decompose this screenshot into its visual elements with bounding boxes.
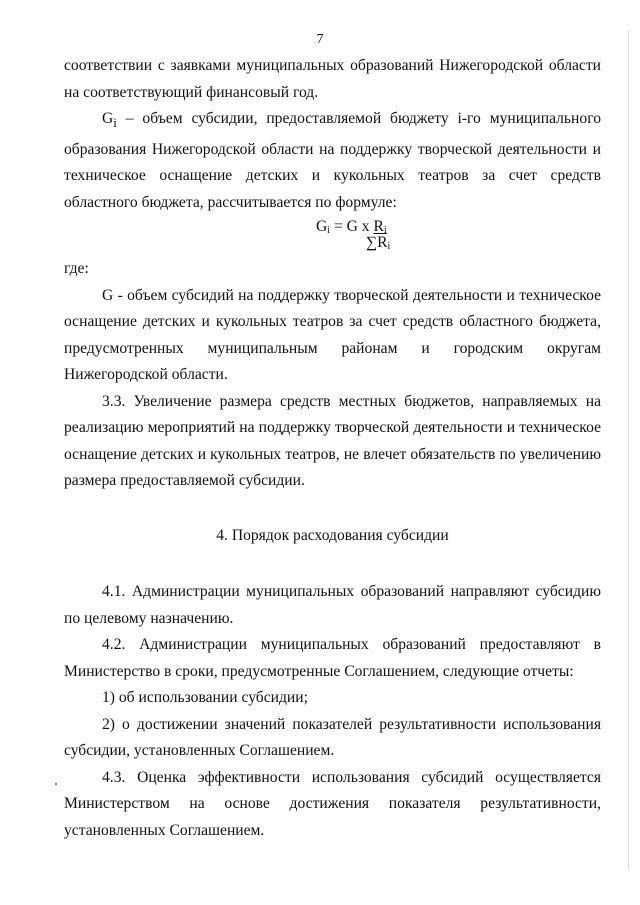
formula-lhs: G xyxy=(316,218,328,236)
paragraph: 4.2. Администрации муниципальных образований предоставляют в Министерство в сроки, предусмотренные Соглашением, следующие отчеты: xyxy=(64,636,601,680)
subscript: i xyxy=(113,115,117,131)
formula-numerator-sub: i xyxy=(383,225,387,237)
paragraph: G - объем субсидий на поддержку творческой деятельности и техническое оснащение детских и кукольных театров за счет средств областного бюджета, предусмотренных муниципальным районам и городским округам Нижегородской области. xyxy=(64,286,601,384)
paragraph: 3.3. Увеличение размера средств местных бюджетов, направляемых на реализацию мероприятий на поддержку творческой деятельности и техническое оснащение детских и кукольных театров, не влечет обязательств по увеличению размера предоставляемой субсидии. xyxy=(64,392,601,490)
paragraph-text: – объем субсидии, предоставляемой бюджету i-го муниципального образования Нижегородской области на поддержку творческой деятельности и техническое оснащение детских и кукольных театров за счет средств областного бюджета, рассчитывается по формуле: xyxy=(64,110,601,211)
formula-mid: = G x xyxy=(330,218,374,236)
paragraph: 4.3. Оценка эффективности использования субсидий осуществляется Министерством на основе достижения показателя результативности, установленных Соглашением. xyxy=(64,768,601,839)
paragraph xyxy=(64,106,601,216)
paragraph: соответствии с заявками муниципальных образований Нижегородской области на соответствующий финансовый год. xyxy=(64,57,601,101)
formula xyxy=(64,216,601,256)
list-item: 2) о достижении значений показателей результативности использования субсидии, установленных Соглашением. xyxy=(64,715,601,760)
formula-numerator: R xyxy=(373,218,384,236)
scan-mark xyxy=(628,30,629,870)
scan-mark xyxy=(55,783,57,785)
where-label: где: xyxy=(64,260,89,278)
formula-denominator: ∑R xyxy=(366,234,388,252)
document-body xyxy=(64,53,601,844)
formula-denominator-sub: i xyxy=(387,241,391,253)
formula-lhs-sub: i xyxy=(327,225,331,237)
section-heading: 4. Порядок расходования субсидии xyxy=(216,526,449,544)
paragraph: 4.1. Администрации муниципальных образований направляют субсидию по целевому назначению. xyxy=(64,583,601,627)
list-item: 1) об использовании субсидии; xyxy=(102,689,308,707)
page-number: 7 xyxy=(316,32,324,47)
symbol: G xyxy=(102,110,114,127)
